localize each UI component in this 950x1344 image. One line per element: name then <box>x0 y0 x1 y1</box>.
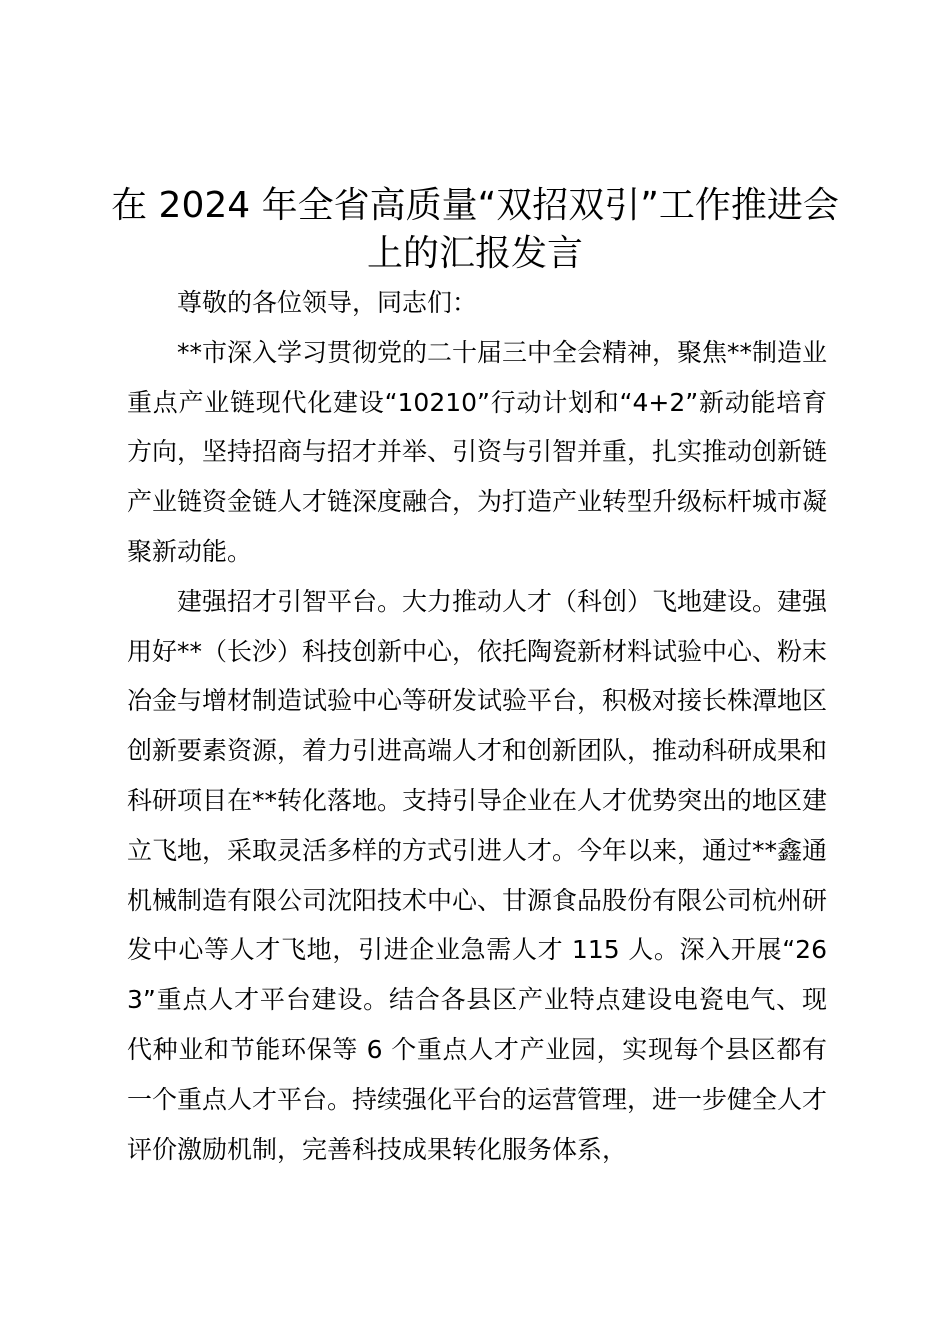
document-title: 在 2024 年全省高质量“双招双引”工作推进会上的汇报发言 <box>111 185 839 274</box>
paragraph-intro: **市深入学习贯彻党的二十届三中全会精神，聚焦**制造业重点产业链现代化建设“10210”行动计划和“4+2”新动能培育方向，坚持招商与招才并举、引资与引智并重，扎实推动创新链产业链资金链人才链深度融合，为打造产业转型升级标杆城市凝聚新动能。 <box>127 337 828 566</box>
salutation: 尊敬的各位领导，同志们： <box>177 288 478 317</box>
paragraph-platform: 建强招才引智平台。大力推动人才（科创）飞地建设。建强用好**（长沙）科技创新中心，依托陶瓷新材料试验中心、粉末冶金与增材制造试验中心等研发试验平台，积极对接长株潭地区创新要素资源，着力引进高端人才和创新团队，推动科研成果和科研项目在**转化落地。支持引导企业在人才优势突出的地区建立飞地，采取灵活多样的方式引进人才。今年以来，通过**鑫通机械制造有限公司沈阳技术中心、甘源食品股份有限公司杭州研发中心等人才飞地，引进企业急需人才 115 人。深入开展“263”重点人才平台建设。结合各县区产业特点建设电瓷电气、现代种业和节能环保等 6 个重点人才产业园，实现每个县区都有一个重点人才平台。持续强化平台的运营管理，进一步健全人才评价激励机制，完善科技成果转化服务体系， <box>127 586 828 1164</box>
document-body <box>127 278 827 1174</box>
